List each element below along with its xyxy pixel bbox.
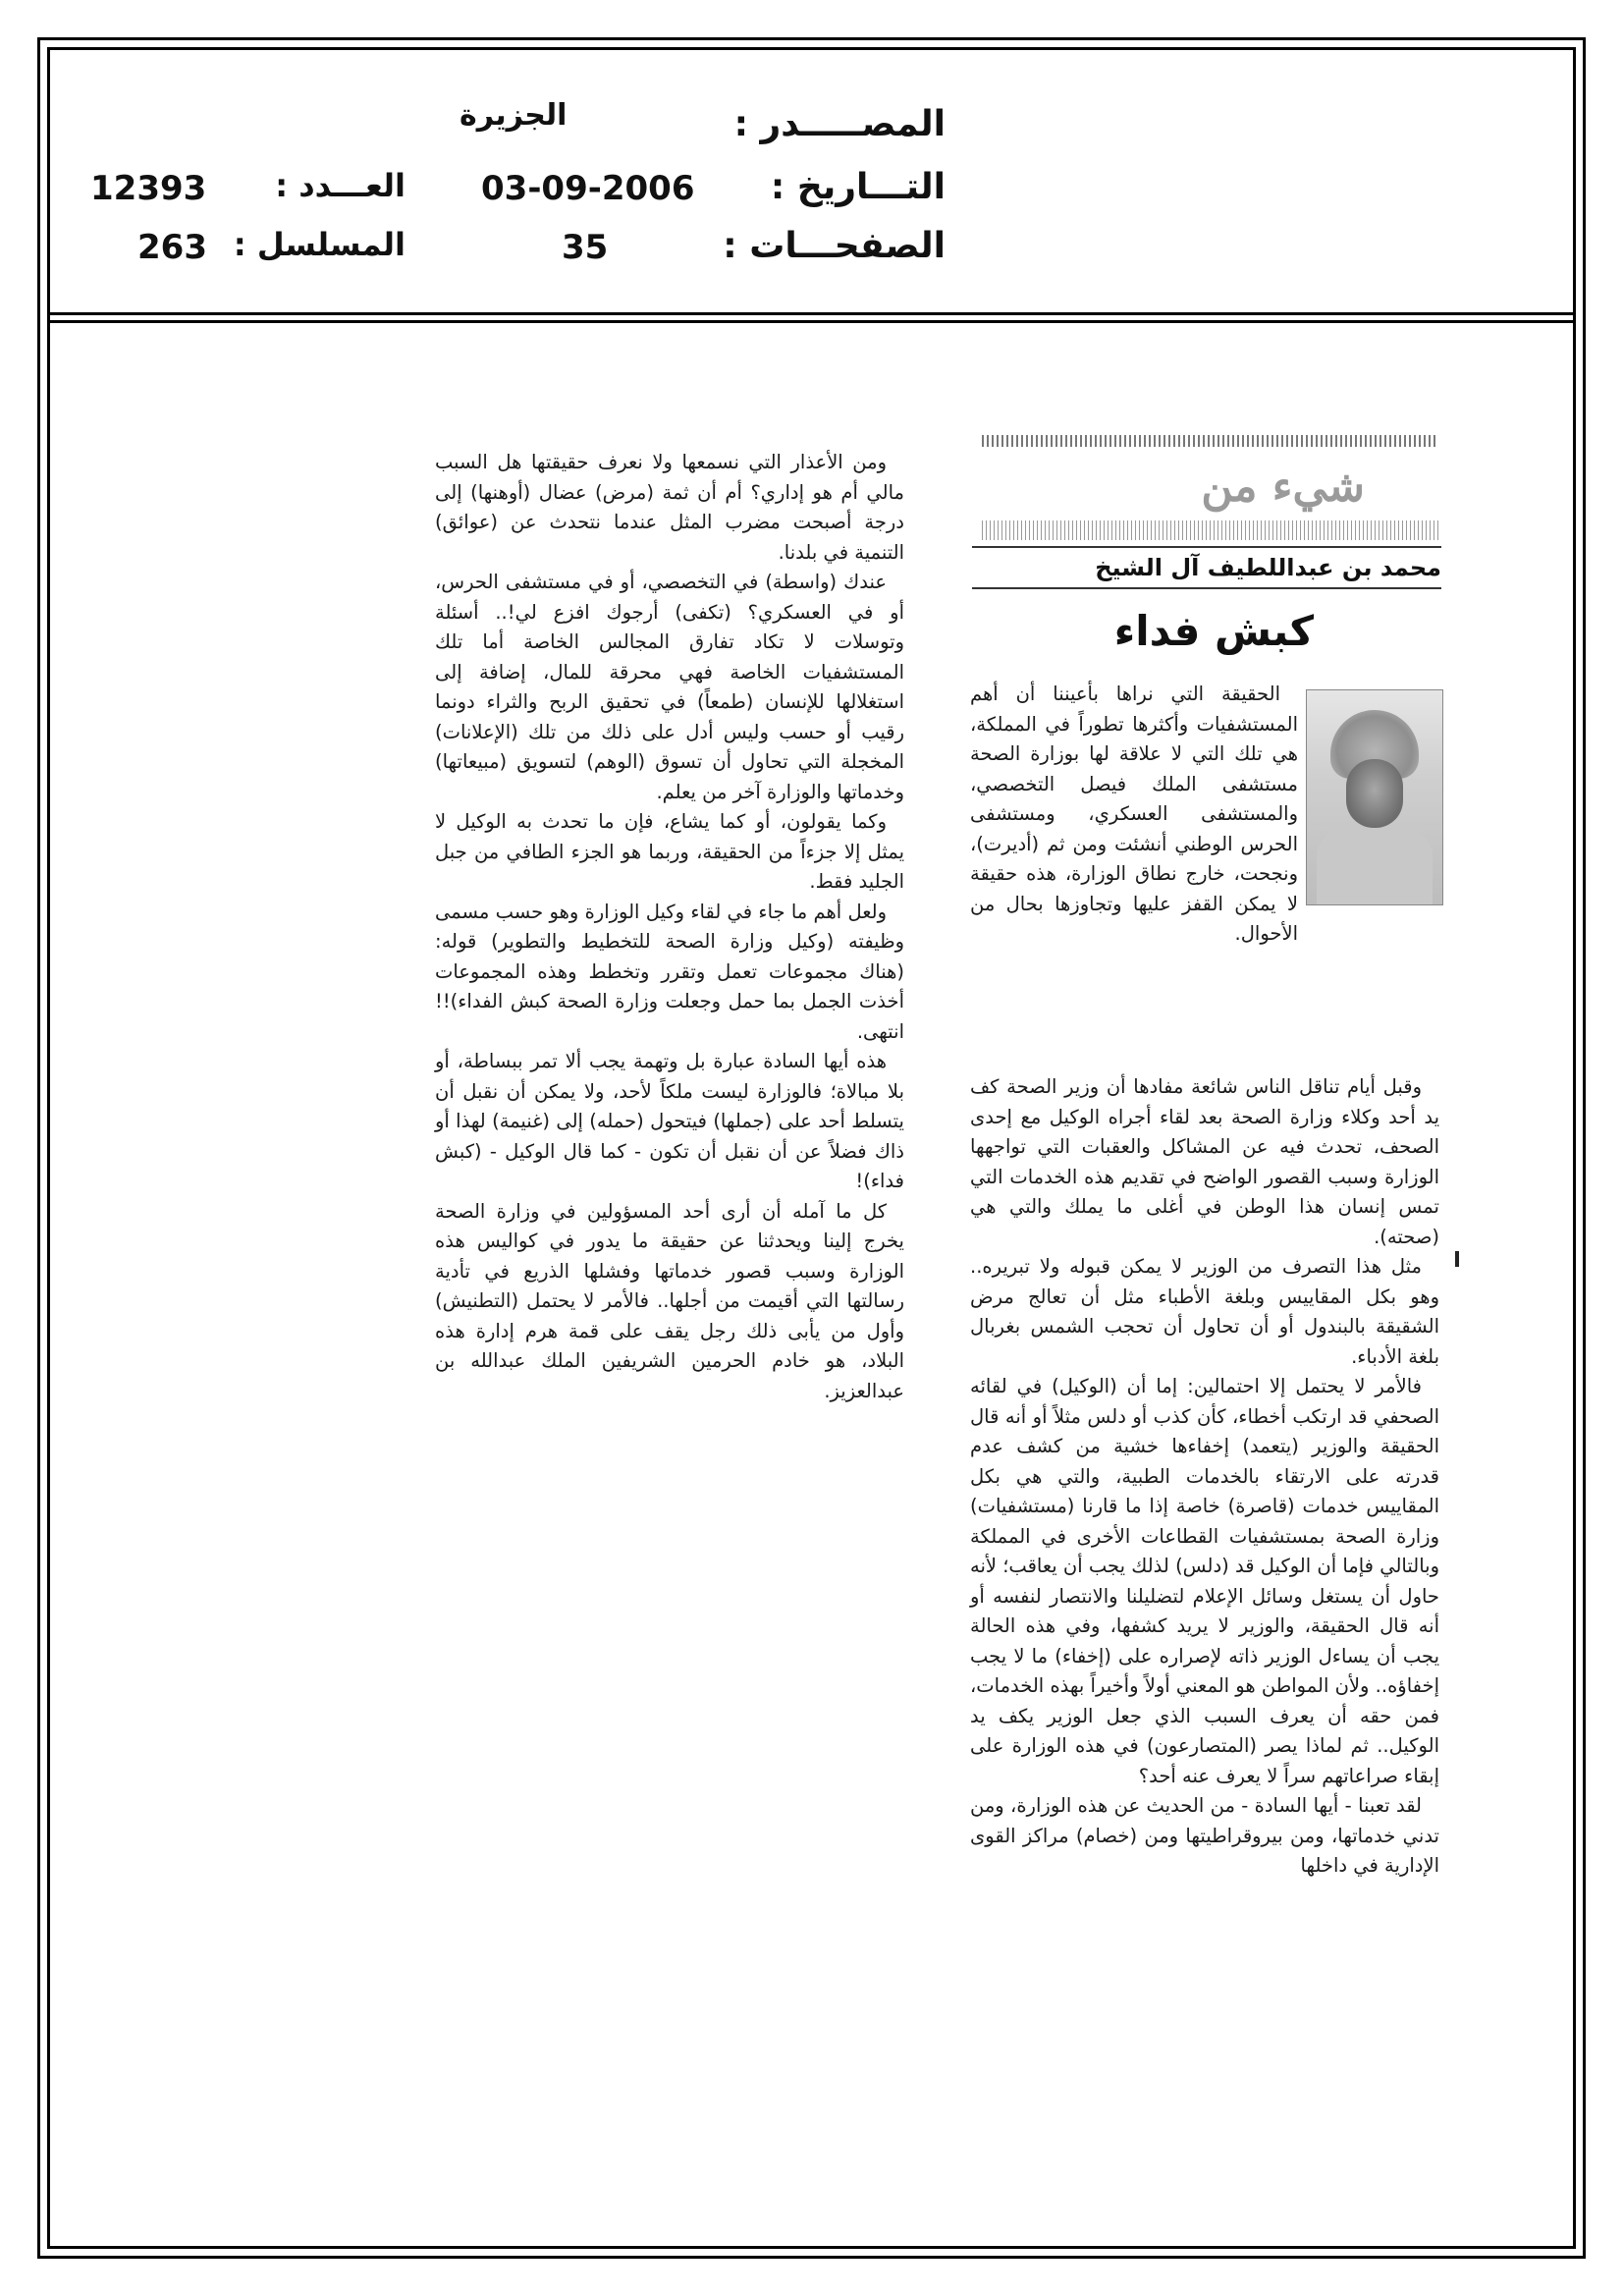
author-photo (1306, 689, 1443, 905)
paragraph: ومن الأعذار التي نسمعها ولا نعرف حقيقتها هل السبب مالي أم هو إداري؟ أم أن ثمة (مرض) عضال (أوهنها) إلى درجة أصبحت مضرب المثل عندما نتحدث عن (عوائق) التنمية في بلدنا. (435, 451, 904, 564)
column-name-logo: شيء من (1201, 462, 1365, 512)
date-label: التـــاريخ : (770, 167, 946, 207)
paragraph: مثل هذا التصرف من الوزير لا يمكن قبوله ولا تبريره.. وهو بكل المقاييس وبلغة الأطباء مثل أن تعالج مرض الشقيقة بالبندول أو أن تحاول أن تحجب الشمس بغربال بلغة الأدباء. (970, 1255, 1439, 1368)
date-value: 03-09-2006 (481, 169, 695, 208)
article-title: كبش فداء (1113, 607, 1314, 655)
right-column-top (970, 680, 1298, 950)
paragraph: لقد تعبنا - أيها السادة - من الحديث عن هذه الوزارة، ومن تدني خدماتها، ومن بيروقراطيتها ومن (خصام) مراكز القوى الإدارية في داخلها (970, 1794, 1439, 1877)
paragraph: الحقيقة التي نراها بأعيننا أن أهم المستشفيات وأكثرها تطوراً في المملكة، هي تلك التي لا علاقة لها بوزارة الصحة مستشفى الملك فيصل التخصصي، والمستشفى العسكري، ومستشفى الحرس الوطني أنشئت ومن ثم (أديرت)، ونجحت، خارج نطاق الوزارة، هذه حقيقة لا يمكن القفز عليها وتجاوزها بحال من الأحوال. (970, 683, 1298, 945)
source-label: المصـــــدر : (733, 104, 946, 144)
left-column (435, 448, 904, 1406)
paragraph: عندك (واسطة) في التخصصي، أو في مستشفى الحرس، أو في العسكري؟ (تكفى) أرجوك افزع لي!.. أسئلة وتوسلات لا تكاد تفارق المجالس الخاصة أما تلك المستشفيات الخاصة فهي محرقة للمال، إضافة إلى استغلالها للإنسان (طمعاً) في تحقيق الربح والثراء دونما رقيب أو حسب وليس أدل على ذلك من تلك (الإعلانات) المخجلة التي تحاول أن تسوق (الوهم) لتسويق (مبيعاتها) وخدماتها والوزارة آخر من يعلم. (435, 571, 904, 803)
pages-label: الصفحـــات : (723, 226, 946, 266)
paragraph: كل ما آمله أن أرى أحد المسؤولين في وزارة الصحة يخرج إلينا ويحدثنا عن حقيقة ما يدور في كواليس هذه الوزارة وسبب قصور خدماتها وفشلها الذريع في تأدية رسالتها التي أقيمت من أجلها.. فالأمر لا يحتمل (التطنيش) وأول من يأبى ذلك رجل يقف على قمة هرم إدارة هذه البلاد، هو خادم الحرمين الشريفين الملك عبدالله بن عبدالعزيز. (435, 1199, 904, 1402)
serial-label: المسلسل : (233, 226, 406, 263)
header-divider-double (47, 320, 1576, 323)
author-name: محمد بن عبداللطيف آل الشيخ (972, 546, 1441, 589)
issue-label: العـــدد : (275, 167, 406, 204)
photo-shoulders (1317, 828, 1433, 905)
paragraph: وكما يقولون، أو كما يشاع، فإن ما تحدث به الوكيل لا يمثل إلا جزءاً من الحقيقة، وربما هو الجزء الطافي من جبل الجليد فقط. (435, 810, 904, 893)
right-column (970, 1072, 1439, 1882)
paragraph: وقبل أيام تناقل الناس شائعة مفادها أن وزير الصحة كف يد أحد وكلاء وزارة الصحة بعد لقاء أجراه الوكيل مع إحدى الصحف، تحدث فيه عن المشاكل والعقبات التي تواجهها الوزارة وسبب القصور الواضح في تقديم هذه الخدمات التي تمس إنسان هذا الوطن في أغلى ما يملك والتي هي (صحته). (970, 1075, 1439, 1248)
paragraph: فالأمر لا يحتمل إلا احتمالين: إما أن (الوكيل) في لقائه الصحفي قد ارتكب أخطاء، كأن كذب أو دلس مثلاً أو أنه قال الحقيقة والوزير (يتعمد) إخفاءها خشية من كشف عدم قدرته على الارتقاء بالخدمات الطبية، والتي هي بكل المقاييس خدمات (قاصرة) خاصة إذا ما قارنا (مستشفيات) وزارة الصحة بمستشفيات القطاعات الأخرى في المملكة وبالتالي فإما أن الوكيل قد (دلس) لذلك يجب أن يعاقب؛ لأنه حاول أن يستغل وسائل الإعلام لتضليلنا والانتصار لنفسه أو أنه قال الحقيقة، والوزير لا يريد كشفها، وفي هذه الحالة يجب أن يساءل الوزير ذاته لإصراره على (إخفاء) ما لا يجب إخفاؤه.. ولأن المواطن هو المعني أولاً وأخيراً بهذه الخدمات، فمن حقه أن يعرف السبب الذي جعل الوزير يكف يد الوكيل.. ثم لماذا يصر (المتصارعون) في هذه الوزارة على إبقاء صراعاتهم سراً لا يعرف عنه أحد؟ (970, 1375, 1439, 1787)
paragraph: هذه أيها السادة عبارة بل وتهمة يجب ألا تمر ببساطة، أو بلا مبالاة؛ فالوزارة ليست ملكاً لأحد، ولا يمكن أن نقبل أن يتسلط أحد على (جملها) فيتحول (حمله) إلى (غنيمة) لهذا أو ذاك فضلاً عن أن نقبل أن تكون - كما قال الوكيل - (كبش فداء)! (435, 1050, 904, 1192)
serial-value: 263 (137, 228, 207, 267)
header-divider (47, 312, 1576, 315)
photo-face (1346, 759, 1403, 828)
source-value: الجزيرة (460, 98, 568, 133)
issue-value: 12393 (90, 169, 207, 208)
paragraph: ولعل أهم ما جاء في لقاء وكيل الوزارة وهو حسب مسمى وظيفته (وكيل وزارة الصحة للتخطيط والتطوير) قوله: (هناك مجموعات تعمل وتقرر وتخطط وهذه المجموعات أخذت الجمل بما حمل وجعلت وزارة الصحة كبش الفداء)!! انتهى. (435, 900, 904, 1043)
column-masthead-hatch (982, 520, 1438, 540)
margin-mark (1455, 1251, 1459, 1267)
column-masthead-band (982, 435, 1438, 447)
pages-value: 35 (562, 228, 609, 267)
